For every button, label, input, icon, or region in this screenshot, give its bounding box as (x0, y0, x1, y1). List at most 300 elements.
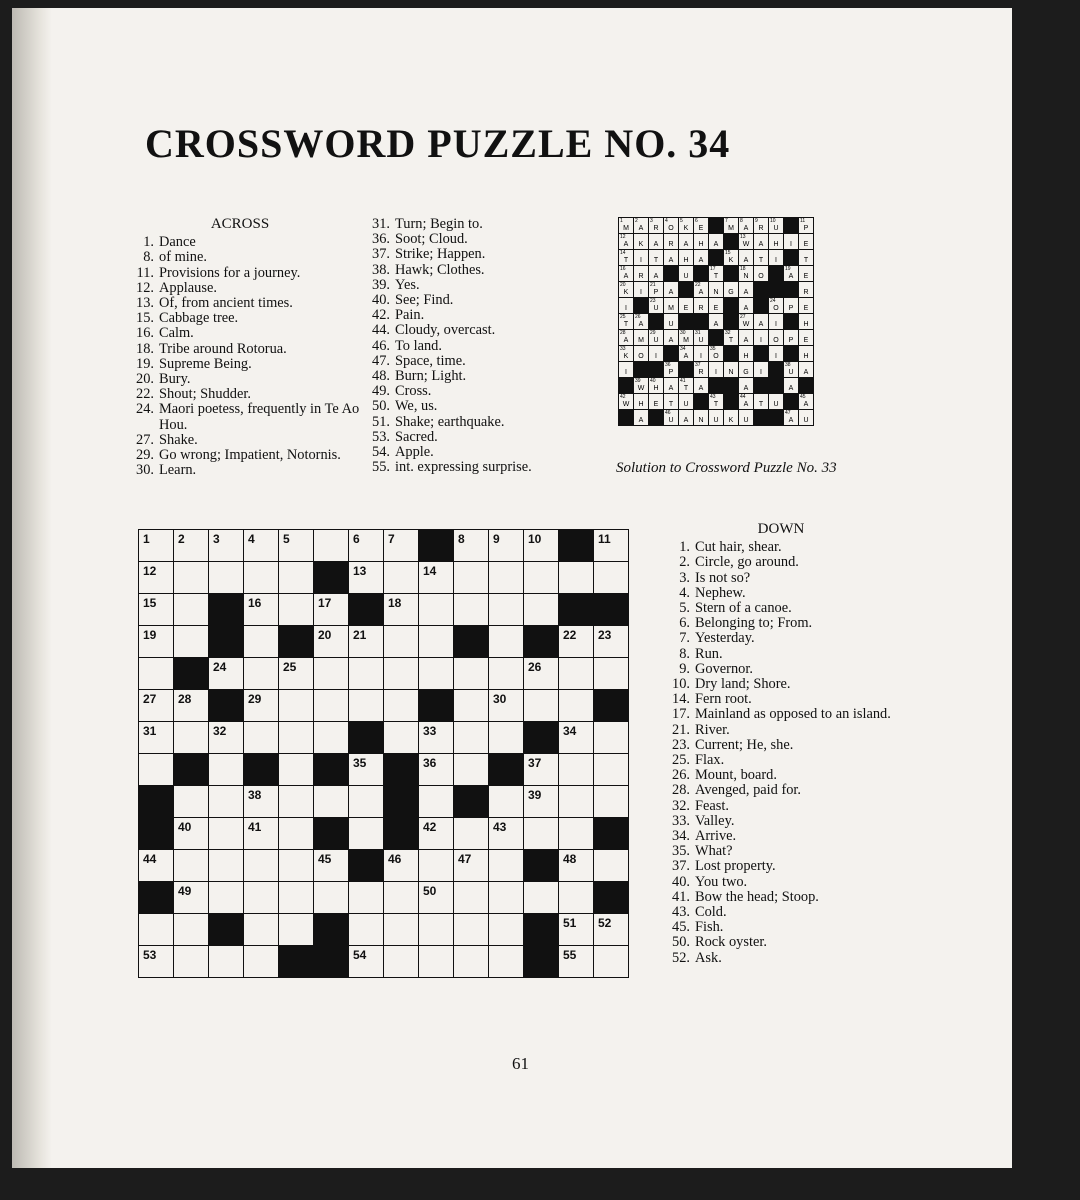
solution-cell-letter: H (803, 321, 809, 328)
solution-cell (649, 266, 664, 282)
clue-item (656, 859, 906, 874)
grid-cell[interactable] (524, 754, 559, 786)
grid-cell[interactable] (384, 850, 419, 882)
solution-cell-number: 9 (755, 218, 758, 224)
grid-cell[interactable] (209, 882, 244, 914)
grid-cell[interactable] (174, 722, 209, 754)
clue-text: Shake. (159, 431, 198, 448)
grid-cell[interactable] (139, 626, 174, 658)
grid-cell[interactable] (349, 690, 384, 722)
grid-cell[interactable] (524, 530, 559, 562)
solution-cell (694, 378, 709, 394)
solution-cell (799, 410, 814, 426)
grid-cell[interactable] (594, 562, 629, 594)
grid-black-cell (349, 850, 384, 882)
solution-cell-letter: A (743, 289, 749, 296)
solution-cell (679, 298, 694, 314)
grid-cell[interactable] (594, 914, 629, 946)
grid-cell[interactable] (524, 818, 559, 850)
grid-cell[interactable] (594, 850, 629, 882)
grid-cell[interactable] (209, 754, 244, 786)
solution-cell-letter: T (623, 257, 629, 264)
grid-cell[interactable] (244, 722, 279, 754)
grid-cell[interactable] (349, 658, 384, 690)
grid-cell[interactable] (454, 658, 489, 690)
solution-cell-letter: I (790, 241, 792, 248)
grid-cell[interactable] (454, 722, 489, 754)
grid-cell[interactable] (594, 754, 629, 786)
grid-cell-number: 6 (353, 532, 360, 546)
grid-cell[interactable] (524, 594, 559, 626)
grid-cell[interactable] (384, 594, 419, 626)
grid-cell[interactable] (489, 626, 524, 658)
grid-cell[interactable] (559, 946, 594, 978)
grid-cell[interactable] (139, 690, 174, 722)
clue-item (120, 357, 360, 372)
grid-cell[interactable] (314, 786, 349, 818)
grid-cell[interactable] (314, 594, 349, 626)
grid-cell[interactable] (454, 882, 489, 914)
grid-cell[interactable] (384, 914, 419, 946)
clue-number: 47. (372, 352, 390, 369)
grid-cell-number: 32 (213, 724, 227, 738)
grid-cell[interactable] (594, 626, 629, 658)
grid-cell[interactable] (349, 818, 384, 850)
grid-cell[interactable] (139, 530, 174, 562)
grid-cell[interactable] (244, 818, 279, 850)
grid-cell[interactable] (594, 722, 629, 754)
page-spine-shadow (12, 8, 52, 1168)
solution-black-cell (724, 266, 739, 282)
grid-cell[interactable] (139, 562, 174, 594)
grid-cell[interactable] (209, 850, 244, 882)
grid-cell[interactable] (174, 562, 209, 594)
solution-cell-letter: E (803, 273, 809, 280)
grid-cell[interactable] (279, 914, 314, 946)
solution-cell-letter: A (683, 241, 689, 248)
grid-cell[interactable] (419, 882, 454, 914)
solution-cell (634, 394, 649, 410)
grid-cell[interactable] (454, 850, 489, 882)
grid-cell[interactable] (559, 850, 594, 882)
clue-item (656, 875, 906, 890)
grid-cell[interactable] (489, 594, 524, 626)
grid-cell[interactable] (314, 530, 349, 562)
grid-cell[interactable] (139, 914, 174, 946)
grid-cell[interactable] (244, 690, 279, 722)
grid-cell[interactable] (279, 754, 314, 786)
solution-black-cell (784, 250, 799, 266)
grid-cell[interactable] (489, 946, 524, 978)
grid-cell[interactable] (244, 946, 279, 978)
grid-cell[interactable] (524, 658, 559, 690)
grid-cell[interactable] (454, 690, 489, 722)
grid-cell[interactable] (524, 786, 559, 818)
grid-cell[interactable] (314, 882, 349, 914)
solution-black-cell (664, 266, 679, 282)
grid-cell[interactable] (349, 562, 384, 594)
grid-cell[interactable] (419, 850, 454, 882)
grid-cell[interactable] (384, 946, 419, 978)
solution-cell (769, 314, 784, 330)
solution-cell (769, 250, 784, 266)
clue-number: 41. (672, 888, 690, 905)
grid-cell[interactable] (384, 690, 419, 722)
grid-cell[interactable] (419, 946, 454, 978)
grid-cell-number: 1 (143, 532, 150, 546)
grid-cell[interactable] (489, 850, 524, 882)
grid-cell[interactable] (559, 818, 594, 850)
solution-cell (679, 218, 694, 234)
solution-cell (799, 394, 814, 410)
clue-item (356, 232, 596, 247)
grid-cell[interactable] (559, 626, 594, 658)
grid-cell[interactable] (209, 658, 244, 690)
grid-cell[interactable] (454, 754, 489, 786)
grid-cell[interactable] (244, 594, 279, 626)
grid-cell[interactable] (139, 754, 174, 786)
grid-cell-number: 51 (563, 916, 577, 930)
solution-cell-letter: A (758, 321, 764, 328)
grid-cell[interactable] (139, 722, 174, 754)
grid-cell[interactable] (174, 882, 209, 914)
grid-cell[interactable] (174, 946, 209, 978)
grid-cell[interactable] (174, 914, 209, 946)
grid-cell[interactable] (209, 530, 244, 562)
grid-cell[interactable] (314, 690, 349, 722)
grid-black-cell (489, 754, 524, 786)
solution-cell-letter: A (638, 417, 644, 424)
grid-cell[interactable] (594, 658, 629, 690)
clue-item (656, 935, 906, 950)
solution-cell-letter: K (623, 353, 629, 360)
solution-cell (754, 250, 769, 266)
grid-cell[interactable] (454, 562, 489, 594)
grid-cell[interactable] (559, 690, 594, 722)
grid-cell[interactable] (139, 946, 174, 978)
clue-text: Fern root. (695, 691, 752, 708)
grid-cell[interactable] (419, 818, 454, 850)
grid-cell[interactable] (489, 722, 524, 754)
grid-cell[interactable] (244, 882, 279, 914)
grid-cell-number: 49 (178, 884, 192, 898)
clue-number: 51. (372, 413, 390, 430)
grid-cell[interactable] (174, 850, 209, 882)
grid-cell[interactable] (419, 786, 454, 818)
solution-cell (694, 346, 709, 362)
grid-cell[interactable] (559, 658, 594, 690)
grid-cell[interactable] (244, 914, 279, 946)
grid-cell[interactable] (384, 562, 419, 594)
grid-cell-number: 24 (213, 660, 227, 674)
solution-cell (619, 314, 634, 330)
solution-cell-number: 27 (740, 314, 746, 320)
clue-text: Burn; Light. (395, 368, 467, 385)
solution-cell (619, 346, 634, 362)
solution-cell-letter: U (698, 337, 704, 344)
grid-cell[interactable] (244, 530, 279, 562)
solution-cell-letter: U (773, 401, 779, 408)
grid-cell[interactable] (524, 882, 559, 914)
solution-cell (754, 330, 769, 346)
solution-cell-letter: I (655, 353, 657, 360)
solution-cell-number: 38 (785, 362, 791, 368)
grid-cell[interactable] (279, 658, 314, 690)
solution-black-cell (649, 410, 664, 426)
clue-number: 35. (672, 843, 690, 860)
grid-cell-number: 44 (143, 852, 157, 866)
grid-cell[interactable] (489, 818, 524, 850)
grid-cell[interactable] (139, 594, 174, 626)
grid-cell[interactable] (594, 786, 629, 818)
grid-cell[interactable] (244, 850, 279, 882)
solution-cell-letter: O (638, 353, 644, 360)
clue-item (356, 384, 596, 399)
grid-black-cell (524, 850, 559, 882)
clue-number: 15. (136, 310, 154, 327)
solution-black-cell (649, 314, 664, 330)
grid-cell-number: 38 (248, 788, 262, 802)
solution-cell-letter: W (622, 401, 630, 408)
grid-cell[interactable] (209, 722, 244, 754)
grid-cell[interactable] (384, 658, 419, 690)
grid-cell[interactable] (559, 562, 594, 594)
solution-cell-number: 30 (680, 330, 686, 336)
clue-text: Strike; Happen. (395, 246, 486, 263)
grid-cell[interactable] (349, 530, 384, 562)
grid-cell[interactable] (559, 882, 594, 914)
grid-black-cell (524, 722, 559, 754)
grid-black-cell (209, 594, 244, 626)
grid-cell[interactable] (594, 946, 629, 978)
grid-cell[interactable] (489, 658, 524, 690)
solution-cell (649, 250, 664, 266)
solution-cell (784, 234, 799, 250)
grid-black-cell (139, 882, 174, 914)
solution-cell (739, 250, 754, 266)
grid-cell[interactable] (314, 626, 349, 658)
solution-cell (754, 394, 769, 410)
grid-cell[interactable] (419, 754, 454, 786)
grid-cell[interactable] (314, 658, 349, 690)
clue-text: Soot; Cloud. (395, 231, 468, 248)
grid-cell[interactable] (174, 818, 209, 850)
grid-cell[interactable] (279, 882, 314, 914)
clue-number: 40. (672, 873, 690, 890)
solution-cell-letter: T (758, 401, 764, 408)
grid-black-cell (209, 626, 244, 658)
grid-cell[interactable] (419, 562, 454, 594)
grid-cell[interactable] (279, 850, 314, 882)
solution-black-cell (784, 394, 799, 410)
grid-cell-number: 35 (353, 756, 367, 770)
grid-cell[interactable] (174, 626, 209, 658)
grid-cell[interactable] (209, 786, 244, 818)
grid-cell[interactable] (454, 914, 489, 946)
clue-number: 2. (679, 554, 690, 571)
grid-black-cell (279, 946, 314, 978)
grid-cell[interactable] (279, 594, 314, 626)
solution-cell-number: 11 (800, 218, 806, 224)
solution-cell (769, 346, 784, 362)
grid-cell[interactable] (279, 530, 314, 562)
grid-cell[interactable] (384, 626, 419, 658)
grid-cell[interactable] (349, 882, 384, 914)
grid-cell-number: 8 (458, 532, 465, 546)
solution-black-cell (649, 362, 664, 378)
solution-black-cell (784, 282, 799, 298)
grid-cell-number: 31 (143, 724, 157, 738)
solution-cell-letter: H (698, 241, 704, 248)
grid-cell[interactable] (209, 946, 244, 978)
solution-cell-letter: A (653, 241, 659, 248)
solution-cell (619, 282, 634, 298)
clue-item (656, 829, 906, 844)
grid-cell-number: 18 (388, 596, 402, 610)
solution-cell (634, 282, 649, 298)
grid-cell-number: 28 (178, 692, 192, 706)
grid-cell[interactable] (244, 562, 279, 594)
solution-cell-number: 24 (770, 298, 776, 304)
grid-cell[interactable] (139, 658, 174, 690)
grid-cell[interactable] (384, 530, 419, 562)
grid-cell[interactable] (419, 914, 454, 946)
solution-cell-letter: T (683, 385, 689, 392)
grid-cell[interactable] (314, 850, 349, 882)
grid-cell[interactable] (349, 754, 384, 786)
grid-cell-number: 43 (493, 820, 507, 834)
solution-caption: Solution to Crossword Puzzle No. 33 (616, 460, 837, 476)
grid-cell[interactable] (279, 818, 314, 850)
grid-cell-number: 11 (598, 532, 611, 546)
grid-cell[interactable] (174, 690, 209, 722)
grid-cell-number: 19 (143, 628, 157, 642)
grid-black-cell (384, 818, 419, 850)
grid-cell-number: 2 (178, 532, 185, 546)
grid-black-cell (524, 946, 559, 978)
solution-black-cell (724, 378, 739, 394)
solution-cell (664, 394, 679, 410)
grid-cell[interactable] (174, 530, 209, 562)
grid-cell[interactable] (419, 626, 454, 658)
solution-cell-letter: A (623, 241, 629, 248)
grid-cell[interactable] (489, 786, 524, 818)
grid-cell[interactable] (279, 722, 314, 754)
clue-item (656, 555, 906, 570)
grid-cell[interactable] (419, 594, 454, 626)
clue-text: Current; He, she. (695, 736, 794, 753)
grid-cell[interactable] (524, 690, 559, 722)
grid-cell[interactable] (279, 562, 314, 594)
solution-cell (634, 314, 649, 330)
grid-cell[interactable] (244, 626, 279, 658)
grid-cell[interactable] (489, 690, 524, 722)
solution-black-cell (679, 362, 694, 378)
grid-black-cell (314, 562, 349, 594)
solution-black-cell (769, 266, 784, 282)
grid-cell[interactable] (174, 786, 209, 818)
solution-black-cell (709, 250, 724, 266)
solution-cell-letter: I (640, 289, 642, 296)
grid-cell[interactable] (314, 722, 349, 754)
clue-text: Cold. (695, 904, 727, 921)
grid-cell-number: 36 (423, 756, 437, 770)
solution-cell-letter: A (743, 257, 749, 264)
grid-cell[interactable] (559, 914, 594, 946)
clue-text: Applause. (159, 279, 217, 296)
clue-item (356, 415, 596, 430)
clue-number: 43. (672, 904, 690, 921)
solution-cell (739, 394, 754, 410)
grid-cell[interactable] (244, 658, 279, 690)
solution-cell (709, 394, 724, 410)
solution-cell-letter: A (638, 225, 644, 232)
solution-cell-letter: A (788, 273, 794, 280)
grid-cell[interactable] (489, 914, 524, 946)
clue-text: Provisions for a journey. (159, 264, 301, 281)
solution-black-cell (769, 282, 784, 298)
grid-cell[interactable] (524, 562, 559, 594)
solution-cell-letter: W (742, 241, 750, 248)
grid-cell[interactable] (489, 562, 524, 594)
solution-black-cell (694, 394, 709, 410)
grid-cell[interactable] (384, 722, 419, 754)
grid-cell[interactable] (454, 530, 489, 562)
solution-cell (619, 394, 634, 410)
grid-cell[interactable] (419, 658, 454, 690)
solution-cell-letter: R (638, 273, 644, 280)
grid-cell[interactable] (384, 882, 419, 914)
solution-cell-letter: P (803, 225, 809, 232)
grid-cell[interactable] (559, 722, 594, 754)
grid-cell[interactable] (279, 786, 314, 818)
grid-cell[interactable] (454, 818, 489, 850)
grid-cell[interactable] (454, 594, 489, 626)
solution-cell (649, 298, 664, 314)
solution-black-cell (724, 234, 739, 250)
grid-cell[interactable] (454, 946, 489, 978)
grid-cell[interactable] (559, 754, 594, 786)
solution-cell (739, 346, 754, 362)
grid-cell[interactable] (594, 530, 629, 562)
grid-cell[interactable] (349, 626, 384, 658)
grid-cell[interactable] (559, 786, 594, 818)
solution-cell (799, 298, 814, 314)
grid-cell[interactable] (174, 594, 209, 626)
grid-cell[interactable] (244, 786, 279, 818)
grid-cell[interactable] (139, 850, 174, 882)
solution-cell-number: 23 (650, 298, 656, 304)
solution-cell (694, 234, 709, 250)
grid-cell-number: 25 (283, 660, 297, 674)
grid-cell[interactable] (349, 786, 384, 818)
grid-cell[interactable] (209, 562, 244, 594)
solution-black-cell (724, 314, 739, 330)
grid-cell[interactable] (489, 530, 524, 562)
solution-cell (724, 362, 739, 378)
grid-cell[interactable] (419, 722, 454, 754)
grid-cell[interactable] (349, 946, 384, 978)
clue-number: 1. (143, 234, 154, 251)
grid-cell[interactable] (209, 818, 244, 850)
solution-black-cell (754, 298, 769, 314)
clue-number: 20. (136, 371, 154, 388)
grid-cell[interactable] (489, 882, 524, 914)
grid-cell[interactable] (279, 690, 314, 722)
clue-number: 10. (672, 676, 690, 693)
grid-cell[interactable] (349, 914, 384, 946)
clue-item (656, 631, 906, 646)
